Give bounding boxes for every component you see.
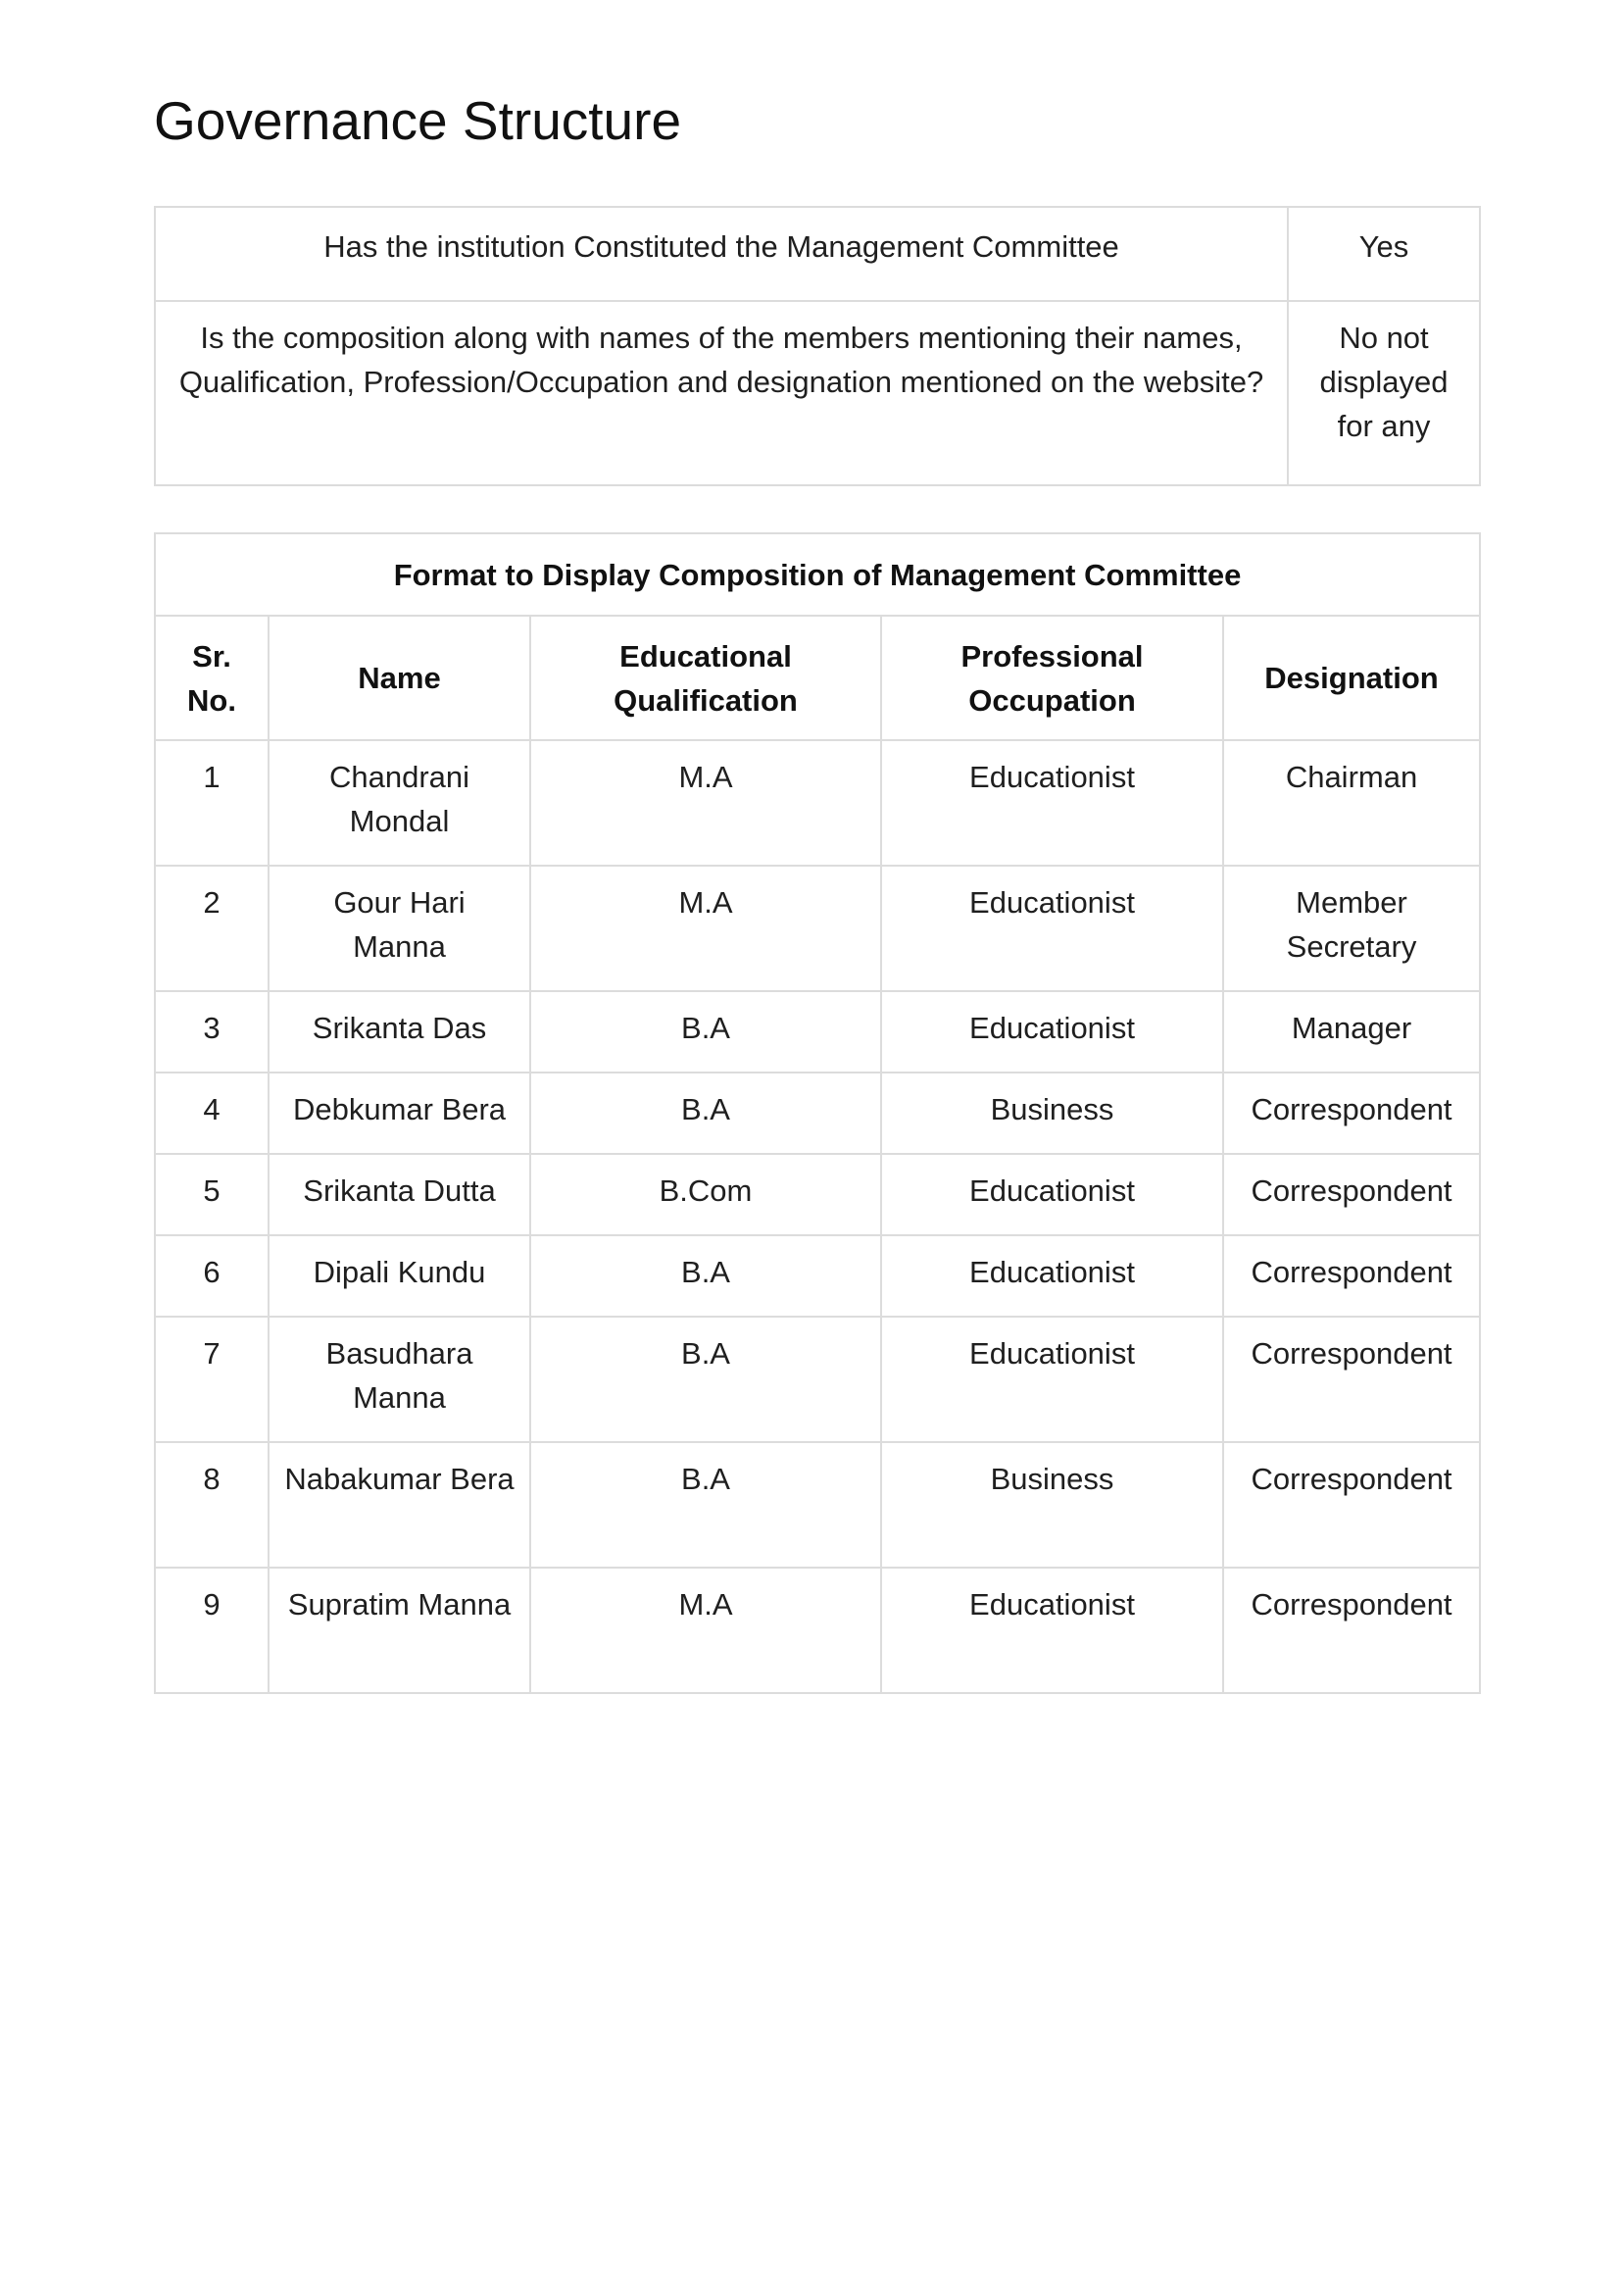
committee-questions-table xyxy=(154,206,1481,486)
table-caption-row xyxy=(155,533,1480,616)
cell-qualification: B.Com xyxy=(530,1154,881,1235)
cell-qualification: M.A xyxy=(530,740,881,866)
cell-occupation: Business xyxy=(881,1442,1223,1568)
answer-cell: Yes xyxy=(1288,207,1480,301)
cell-sr-no: 3 xyxy=(155,991,269,1073)
question-row xyxy=(155,207,1480,301)
column-header-designation: Designation xyxy=(1223,616,1480,740)
cell-name: Basudhara Manna xyxy=(269,1317,530,1442)
answer-cell: No not displayed for any xyxy=(1288,301,1480,485)
cell-designation: Correspondent xyxy=(1223,1073,1480,1154)
cell-occupation: Educationist xyxy=(881,866,1223,991)
table-row xyxy=(155,1235,1480,1317)
cell-name: Supratim Manna xyxy=(269,1568,530,1693)
cell-name: Nabakumar Bera xyxy=(269,1442,530,1568)
page-title: Governance Structure xyxy=(154,90,682,151)
cell-sr-no: 8 xyxy=(155,1442,269,1568)
cell-designation: Member Secretary xyxy=(1223,866,1480,991)
cell-name: Gour Hari Manna xyxy=(269,866,530,991)
cell-designation: Correspondent xyxy=(1223,1442,1480,1568)
cell-name: Srikanta Dutta xyxy=(269,1154,530,1235)
table-row xyxy=(155,1442,1480,1568)
cell-sr-no: 6 xyxy=(155,1235,269,1317)
cell-qualification: B.A xyxy=(530,1317,881,1442)
table-row xyxy=(155,866,1480,991)
cell-name: Debkumar Bera xyxy=(269,1073,530,1154)
column-header-sr-no: Sr. No. xyxy=(155,616,269,740)
column-header-qualification: Educational Qualification xyxy=(530,616,881,740)
cell-name: Chandrani Mondal xyxy=(269,740,530,866)
cell-occupation: Educationist xyxy=(881,1568,1223,1693)
cell-qualification: M.A xyxy=(530,866,881,991)
committee-composition-table xyxy=(154,532,1481,1694)
cell-sr-no: 9 xyxy=(155,1568,269,1693)
table-row xyxy=(155,991,1480,1073)
cell-designation: Correspondent xyxy=(1223,1235,1480,1317)
cell-designation: Correspondent xyxy=(1223,1568,1480,1693)
cell-qualification: M.A xyxy=(530,1568,881,1693)
cell-name: Dipali Kundu xyxy=(269,1235,530,1317)
question-cell: Is the composition along with names of the members mentioning their names, Qualification, Profession/Occupation and designation mentioned on the website? xyxy=(155,301,1288,485)
cell-qualification: B.A xyxy=(530,1442,881,1568)
cell-designation: Chairman xyxy=(1223,740,1480,866)
question-cell: Has the institution Constituted the Management Committee xyxy=(155,207,1288,301)
column-header-occupation: Professional Occupation xyxy=(881,616,1223,740)
cell-sr-no: 7 xyxy=(155,1317,269,1442)
cell-designation: Manager xyxy=(1223,991,1480,1073)
cell-sr-no: 1 xyxy=(155,740,269,866)
cell-sr-no: 4 xyxy=(155,1073,269,1154)
table-row xyxy=(155,1154,1480,1235)
cell-occupation: Educationist xyxy=(881,1235,1223,1317)
cell-sr-no: 5 xyxy=(155,1154,269,1235)
table-row xyxy=(155,1317,1480,1442)
cell-occupation: Business xyxy=(881,1073,1223,1154)
column-header-name: Name xyxy=(269,616,530,740)
cell-designation: Correspondent xyxy=(1223,1154,1480,1235)
cell-qualification: B.A xyxy=(530,1073,881,1154)
cell-occupation: Educationist xyxy=(881,1154,1223,1235)
cell-occupation: Educationist xyxy=(881,991,1223,1073)
cell-occupation: Educationist xyxy=(881,740,1223,866)
cell-name: Srikanta Das xyxy=(269,991,530,1073)
table-row xyxy=(155,1073,1480,1154)
table-row xyxy=(155,1568,1480,1693)
table-header-row xyxy=(155,616,1480,740)
cell-designation: Correspondent xyxy=(1223,1317,1480,1442)
cell-qualification: B.A xyxy=(530,991,881,1073)
cell-occupation: Educationist xyxy=(881,1317,1223,1442)
question-row xyxy=(155,301,1480,485)
table-row xyxy=(155,740,1480,866)
cell-qualification: B.A xyxy=(530,1235,881,1317)
table-caption: Format to Display Composition of Management Committee xyxy=(155,533,1480,616)
cell-sr-no: 2 xyxy=(155,866,269,991)
